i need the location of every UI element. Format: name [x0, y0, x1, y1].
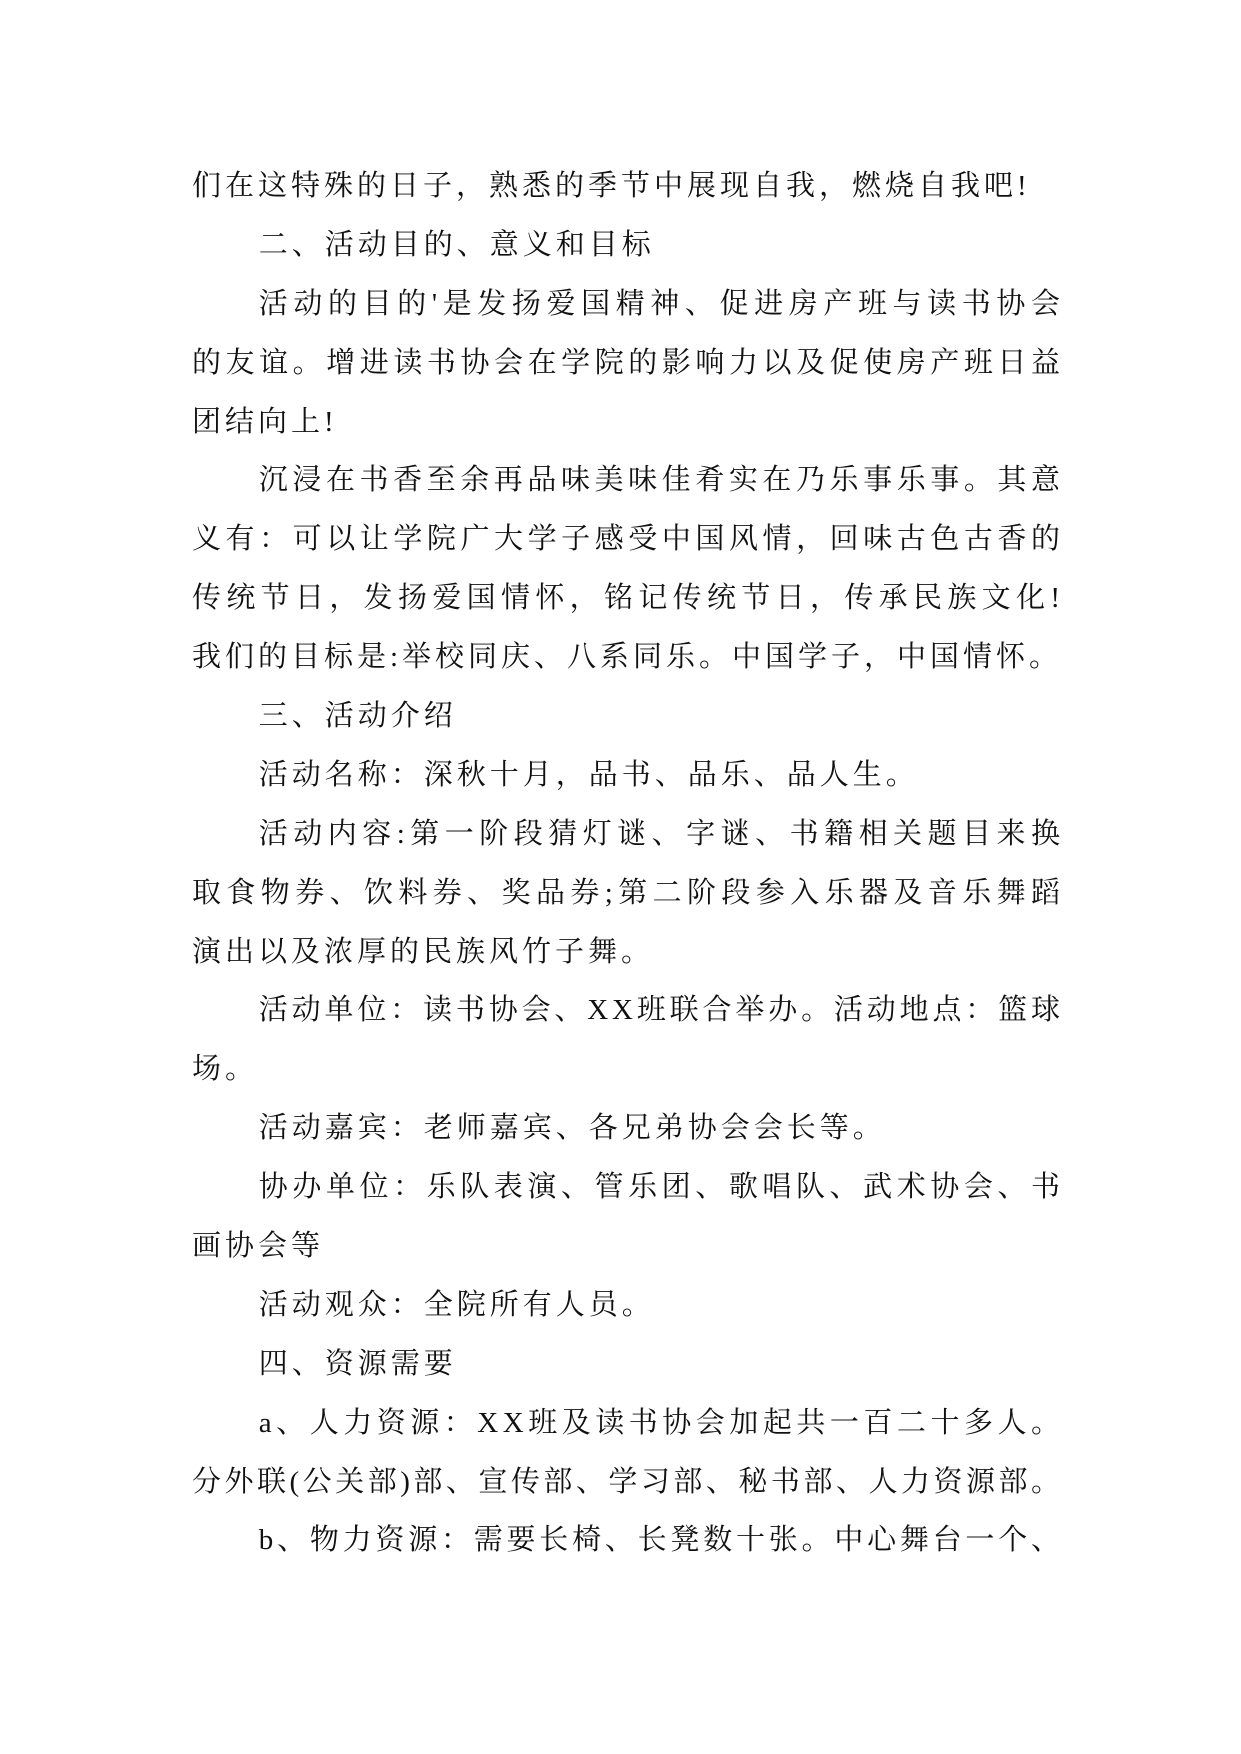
document-body: [192, 157, 1066, 1570]
section-heading-text: 二、活动目的、意义和目标: [258, 228, 655, 261]
section-heading: [192, 1335, 1060, 1394]
section-heading: [192, 687, 1060, 746]
paragraph: [192, 746, 1060, 805]
text-line: 活动单位：读书协会、XX班联合举办。活动地点：篮球: [258, 994, 1064, 1027]
section-heading-text: 四、资源需要: [258, 1347, 457, 1380]
text-line: 活动的目的'是发扬爱国精神、促进房产班与读书协会: [258, 287, 1066, 320]
paragraph: [192, 981, 1064, 1099]
paragraph: [192, 1276, 1060, 1335]
text-line: 画协会等: [192, 1230, 325, 1263]
section-heading: [192, 216, 1060, 275]
paragraph: [192, 1394, 1065, 1512]
text-line: 义有：可以让学院广大学子感受中国风情，回味古色古香的: [192, 523, 1065, 556]
paragraph: [192, 1511, 1064, 1570]
text-line: 取食物券、饮料券、奖品券;第二阶段参入乐器及音乐舞蹈: [192, 876, 1066, 909]
text-line: a、人力资源：XX班及读书协会加起共一百二十多人。: [258, 1406, 1065, 1439]
text-line: 团结向上!: [192, 405, 338, 438]
text-line: 传统节日，发扬爱国情怀，铭记传统节日，传承民族文化!: [192, 582, 1066, 615]
paragraph: [192, 275, 1066, 452]
paragraph: [192, 451, 1066, 687]
text-line: 活动嘉宾：老师嘉宾、各兄弟协会会长等。: [258, 1112, 886, 1145]
text-line: 场。: [192, 1053, 259, 1086]
paragraph: [192, 157, 1060, 216]
text-line: 沉浸在书香至余再品味美味佳肴实在乃乐事乐事。其意: [258, 464, 1065, 497]
paragraph: [192, 1158, 1065, 1276]
text-line: 演出以及浓厚的民族风竹子舞。: [192, 935, 655, 968]
text-line: 活动内容:第一阶段猜灯谜、字谜、书籍相关题目来换: [258, 817, 1066, 850]
text-line: 协办单位：乐队表演、管乐团、歌唱队、武术协会、书: [258, 1171, 1065, 1204]
text-line: 我们的目标是:举校同庆、八系同乐。中国学子，中国情怀。: [192, 641, 1063, 674]
text-line: 的友谊。增进读书协会在学院的影响力以及促使房产班日益: [192, 346, 1065, 379]
text-line: 分外联(公关部)部、宣传部、学习部、秘书部、人力资源部。: [192, 1465, 1064, 1498]
paragraph: [192, 805, 1066, 982]
paragraph: [192, 1099, 1060, 1158]
text-line: 活动观众：全院所有人员。: [258, 1288, 655, 1321]
text-line: 活动名称：深秋十月，品书、品乐、品人生。: [258, 758, 919, 791]
text-line: b、物力资源：需要长椅、长凳数十张。中心舞台一个、: [258, 1524, 1064, 1557]
section-heading-text: 三、活动介绍: [258, 700, 457, 733]
text-line: 们在这特殊的日子，熟悉的季节中展现自我，燃烧自我吧!: [192, 170, 1031, 202]
